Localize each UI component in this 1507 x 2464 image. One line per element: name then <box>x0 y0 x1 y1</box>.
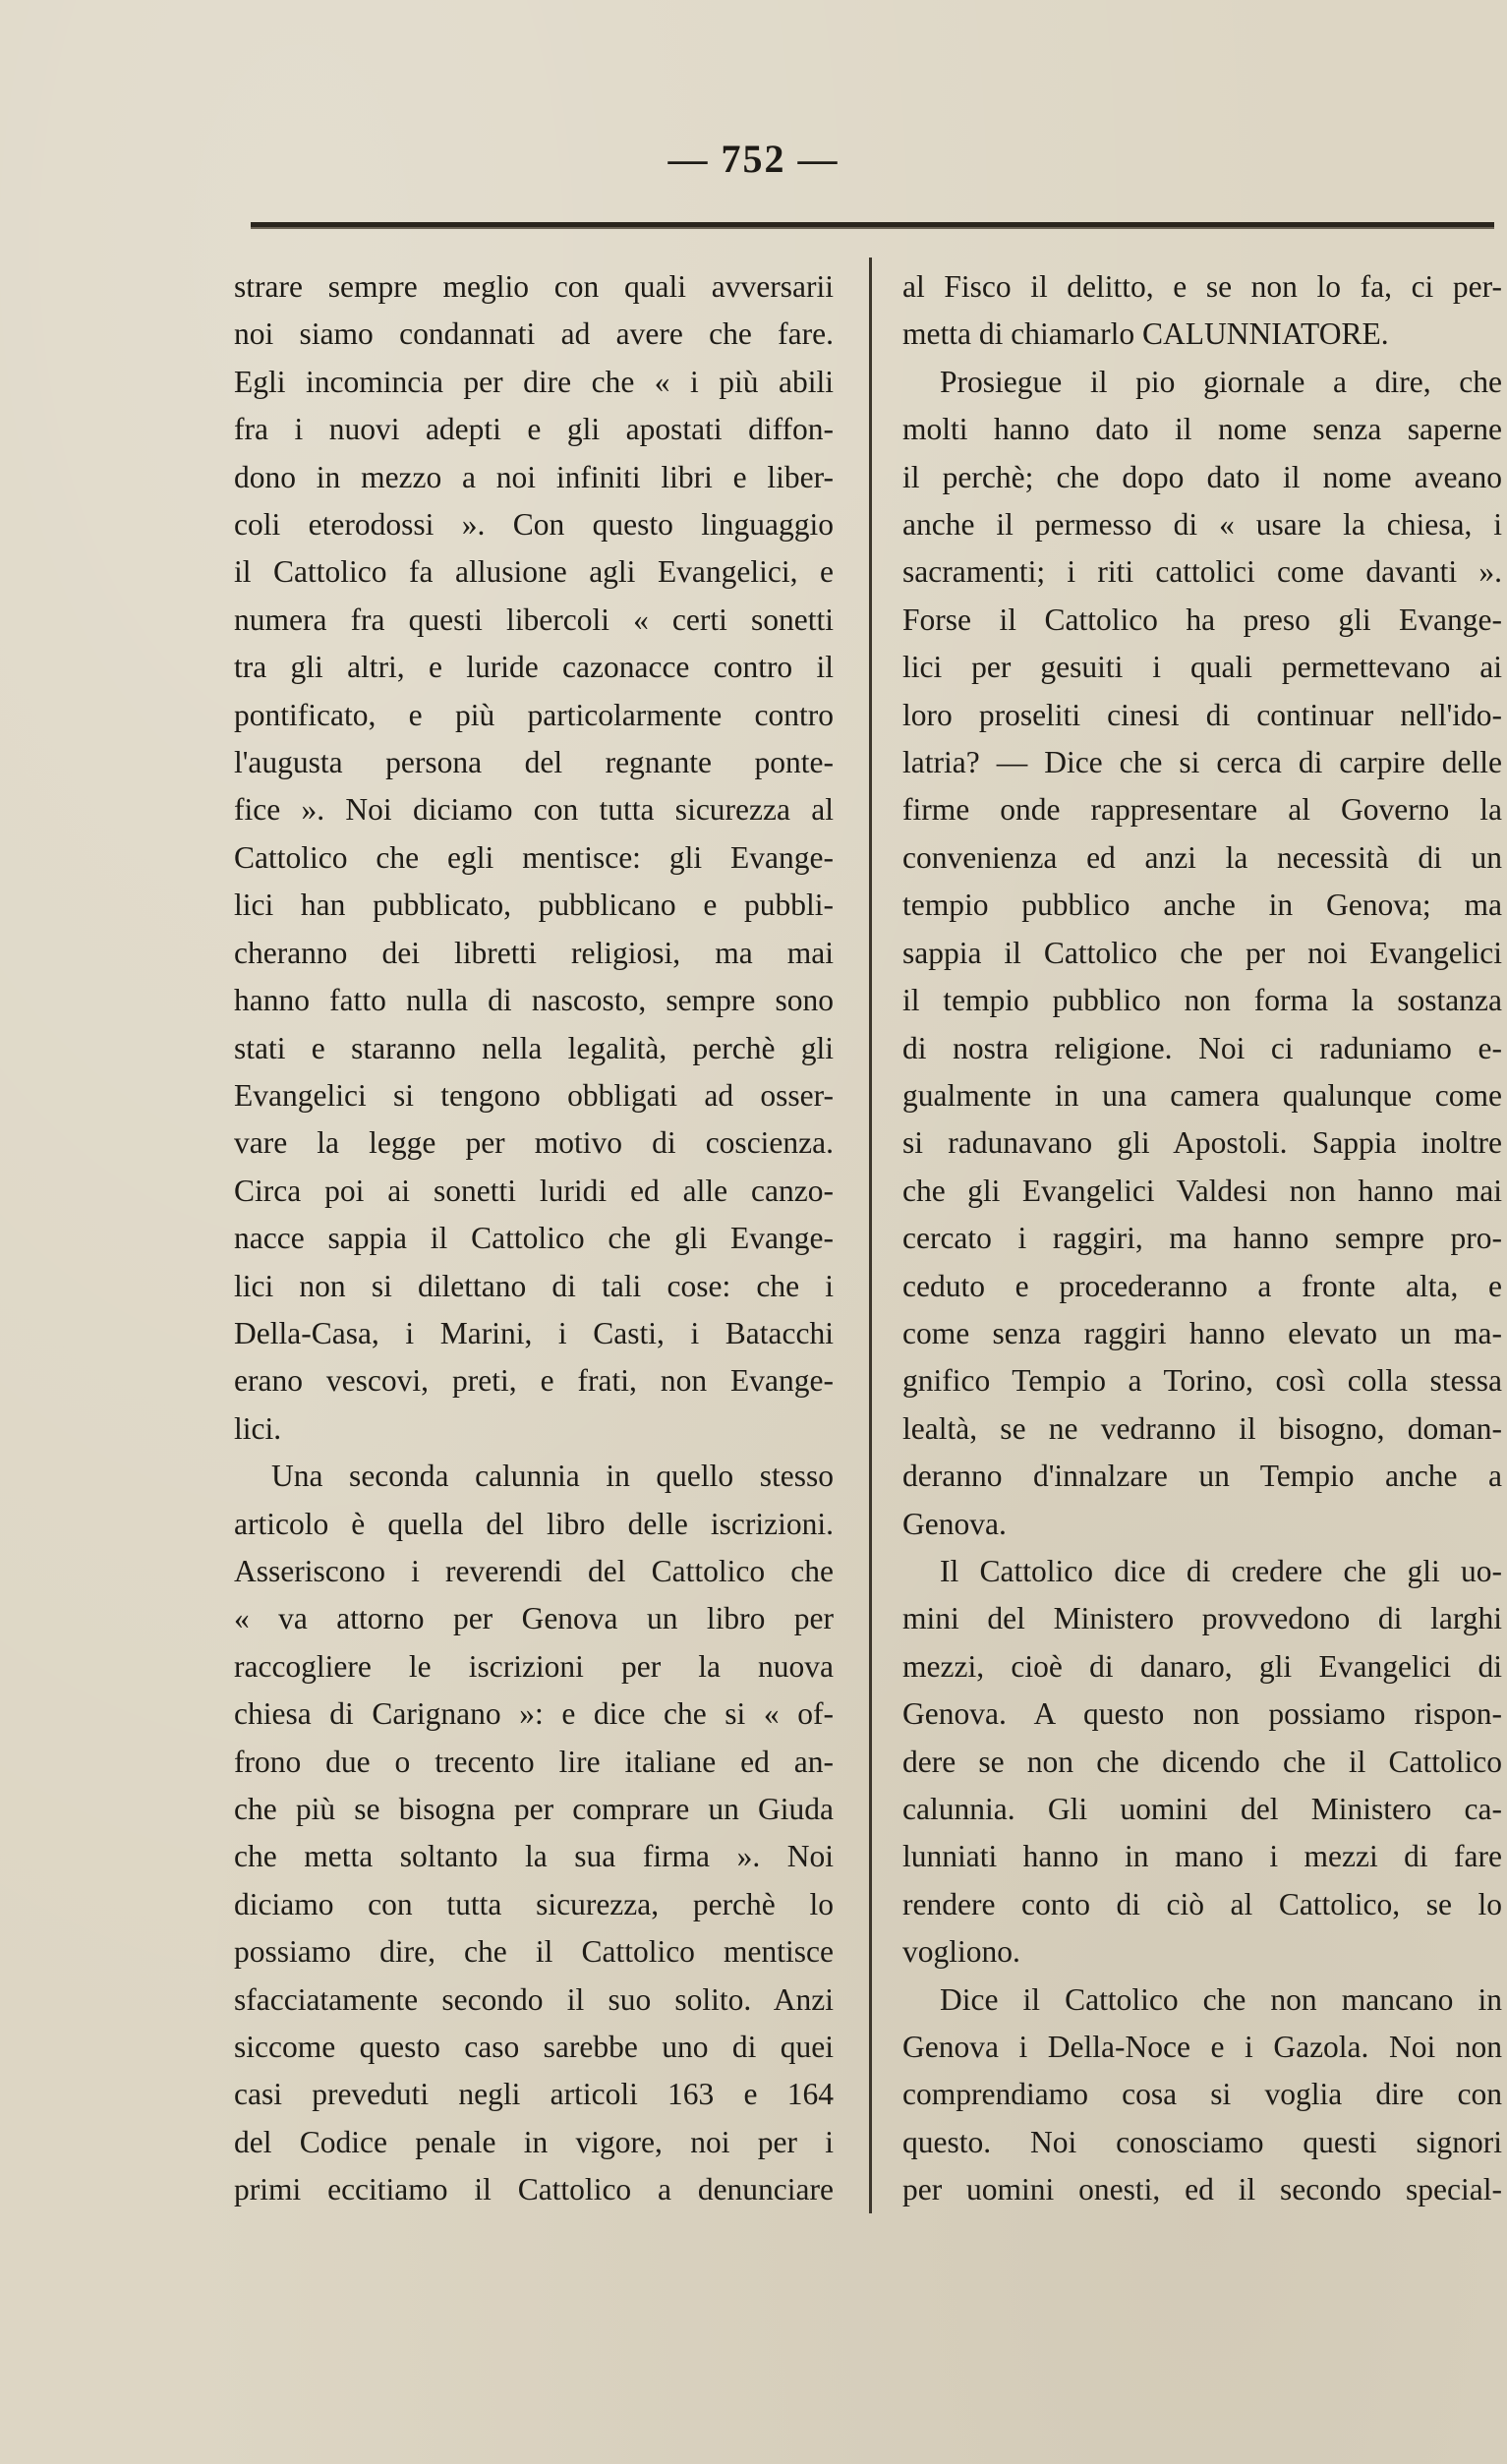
text-line: deranno d'innalzare un Tempio anche a <box>902 1459 1502 1494</box>
text-line: il perchè; che dopo dato il nome aveano <box>902 459 1502 494</box>
text-line: molti hanno dato il nome senza saperne <box>902 412 1502 447</box>
text-line: chiesa di Carignano »: e dice che si « of- <box>234 1696 834 1732</box>
text-line: Genova. <box>902 1506 1007 1541</box>
text-line: per uomini onesti, ed il secondo special- <box>902 2172 1502 2207</box>
text-line: diciamo con tutta sicurezza, perchè lo <box>234 1886 834 1921</box>
text-line: Il Cattolico dice di credere che gli uo- <box>940 1553 1502 1588</box>
text-line: Circa poi ai sonetti luridi ed alle canzo- <box>234 1173 834 1208</box>
text-line: sfacciatamente secondo il suo solito. Anzi <box>234 1981 834 2017</box>
text-line: che gli Evangelici Valdesi non hanno mai <box>902 1173 1502 1208</box>
text-line: articolo è quella del libro delle iscrizioni. <box>234 1506 834 1541</box>
text-line: primi eccitiamo il Cattolico a denunciare <box>234 2172 834 2207</box>
text-line: il tempio pubblico non forma la sostanza <box>902 983 1502 1018</box>
text-line: Egli incomincia per dire che « i più abili <box>234 364 834 399</box>
text-line: Dice il Cattolico che non mancano in <box>940 1981 1502 2017</box>
text-line: raccogliere le iscrizioni per la nuova <box>234 1648 834 1684</box>
text-line: gnifico Tempio a Torino, così colla stessa <box>902 1363 1502 1399</box>
text-line: del Codice penale in vigore, noi per i <box>234 2124 834 2159</box>
text-line: Genova. A questo non possiamo rispon- <box>902 1696 1502 1732</box>
text-line: pontificato, e più particolarmente contro <box>234 697 834 732</box>
text-line: si radunavano gli Apostoli. Sappia inoltre <box>902 1125 1502 1161</box>
text-line: ceduto e procederanno a fronte alta, e <box>902 1268 1502 1303</box>
text-line: frono due o trecento lire italiane ed an- <box>234 1744 834 1779</box>
text-line: lici non si dilettano di tali cose: che i <box>234 1268 834 1303</box>
text-line: noi siamo condannati ad avere che fare. <box>234 316 834 352</box>
text-line: metta di chiamarlo CALUNNIATORE. <box>902 316 1389 352</box>
text-line: questo. Noi conosciamo questi signori <box>902 2124 1502 2159</box>
text-line: fice ». Noi diciamo con tutta sicurezza al <box>234 792 834 828</box>
text-line: casi preveduti negli articoli 163 e 164 <box>234 2077 834 2112</box>
page-number: — 752 — <box>667 137 840 181</box>
text-line: lici. <box>234 1410 282 1446</box>
text-line: loro proseliti cinesi di continuar nell'ido- <box>902 697 1502 732</box>
text-line: il Cattolico fa allusione agli Evangelici, e <box>234 554 834 590</box>
text-line: che più se bisogna per comprare un Giuda <box>234 1792 834 1826</box>
text-line: di nostra religione. Noi ci raduniamo e- <box>902 1030 1502 1065</box>
text-line: stati e staranno nella legalità, perchè gli <box>234 1030 834 1065</box>
text-line: Prosiegue il pio giornale a dire, che <box>940 364 1502 399</box>
text-line: come senza raggiri hanno elevato un ma- <box>902 1315 1502 1350</box>
text-line: vogliono. <box>902 1934 1020 1970</box>
text-line: sacramenti; i riti cattolici come davanti ». <box>902 554 1502 590</box>
text-line: Della-Casa, i Marini, i Casti, i Batacchi <box>234 1315 834 1350</box>
text-line: latria? — Dice che si cerca di carpire delle <box>902 745 1502 780</box>
text-line: lunniati hanno in mano i mezzi di fare <box>902 1839 1502 1874</box>
text-line: firme onde rappresentare al Governo la <box>902 792 1502 828</box>
text-line: Asseriscono i reverendi del Cattolico che <box>234 1553 834 1588</box>
text-line: mezzi, cioè di danaro, gli Evangelici di <box>902 1648 1502 1684</box>
text-line: Forse il Cattolico ha preso gli Evange- <box>902 602 1502 637</box>
text-line: lici han pubblicato, pubblicano e pubbli- <box>234 888 834 923</box>
text-line: Evangelici si tengono obbligati ad osser- <box>234 1077 834 1113</box>
text-line: che metta soltanto la sua firma ». Noi <box>234 1839 834 1874</box>
text-line: tra gli altri, e luride cazonacce contro il <box>234 650 834 685</box>
text-line: cheranno dei libretti religiosi, ma mai <box>234 935 834 970</box>
text-line: anche il permesso di « usare la chiesa, i <box>902 507 1502 543</box>
text-line: convenienza ed anzi la necessità di un <box>902 839 1502 875</box>
text-line: mini del Ministero provvedono di larghi <box>902 1601 1502 1636</box>
text-line: nacce sappia il Cattolico che gli Evange- <box>234 1221 834 1256</box>
text-line: strare sempre meglio con quali avversarii <box>234 269 834 304</box>
text-line: tempio pubblico anche in Genova; ma <box>902 888 1502 923</box>
text-line: coli eterodossi ». Con questo linguaggio <box>234 507 834 543</box>
text-line: Cattolico che egli mentisce: gli Evange- <box>234 839 834 875</box>
header-rule <box>251 222 1494 229</box>
text-line: vare la legge per motivo di coscienza. <box>234 1125 834 1161</box>
text-line: lici per gesuiti i quali permettevano ai <box>902 650 1502 685</box>
text-line: « va attorno per Genova un libro per <box>234 1601 834 1636</box>
text-line: numera fra questi libercoli « certi sonetti <box>234 602 834 637</box>
text-line: calunnia. Gli uomini del Ministero ca- <box>902 1792 1502 1826</box>
text-line: Genova i Della-Noce e i Gazola. Noi non <box>902 2030 1502 2065</box>
text-line: Una seconda calunnia in quello stesso <box>271 1459 834 1494</box>
text-line: l'augusta persona del regnante ponte- <box>234 745 834 780</box>
text-line: hanno fatto nulla di nascosto, sempre sono <box>234 983 834 1018</box>
text-line: siccome questo caso sarebbe uno di quei <box>234 2030 834 2065</box>
text-line: dere se non che dicendo che il Cattolico <box>902 1744 1502 1779</box>
text-line: erano vescovi, preti, e frati, non Evange- <box>234 1363 834 1399</box>
text-line: sappia il Cattolico che per noi Evangelici <box>902 935 1502 970</box>
text-line: lealtà, se ne vedranno il bisogno, doman- <box>902 1410 1502 1446</box>
right-column <box>902 263 1502 2214</box>
text-line: gualmente in una camera qualunque come <box>902 1077 1502 1113</box>
left-column <box>234 263 834 2214</box>
text-line: fra i nuovi adepti e gli apostati diffon- <box>234 412 834 447</box>
text-line: comprendiamo cosa si voglia dire con <box>902 2077 1502 2112</box>
text-line: rendere conto di ciò al Cattolico, se lo <box>902 1886 1502 1921</box>
text-line: cercato i raggiri, ma hanno sempre pro- <box>902 1221 1502 1256</box>
column-divider <box>869 258 872 2213</box>
text-line: dono in mezzo a noi infiniti libri e liber- <box>234 459 834 494</box>
text-line: possiamo dire, che il Cattolico mentisce <box>234 1934 834 1970</box>
text-line: al Fisco il delitto, e se non lo fa, ci per- <box>902 269 1502 304</box>
